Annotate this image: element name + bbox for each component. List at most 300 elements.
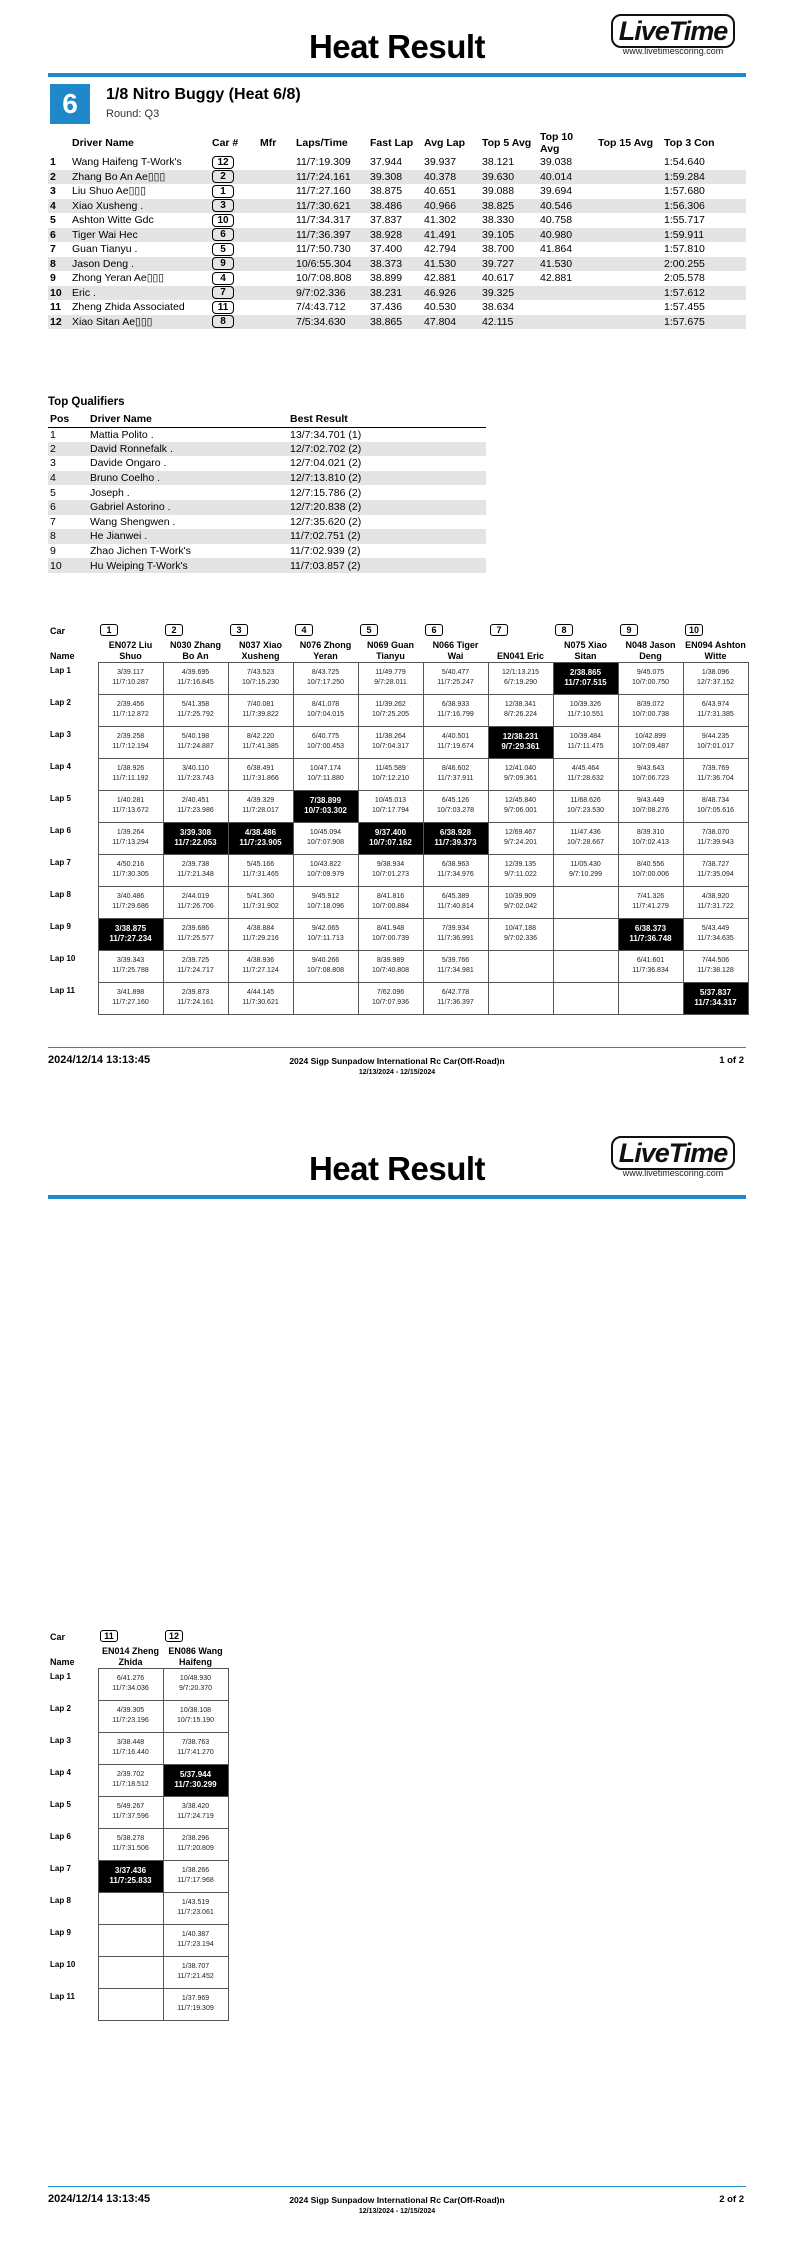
result-top10: 40.014 [538, 170, 596, 185]
lap-cell [98, 694, 163, 726]
lap-cell-empty [553, 918, 618, 950]
results-row [48, 242, 746, 257]
result-top10: 39.694 [540, 185, 573, 198]
qualifier-column-header: Driver Name [88, 411, 288, 427]
result-position: 4 [48, 199, 70, 214]
lap-cell [488, 790, 553, 822]
lap-total-time: 10/7:40.808 [372, 967, 409, 974]
result-avg: 41.302 [424, 214, 457, 227]
lap-cell [683, 726, 748, 758]
result-laps: 11/7:19.309 [296, 156, 351, 169]
qualifier-position: 10 [48, 558, 88, 573]
lap-cell [98, 1764, 163, 1796]
lap-chart-driver-name [553, 636, 618, 662]
result-top5: 39.630 [480, 170, 538, 185]
lap-total-time: 10/7:23.530 [567, 807, 604, 814]
lap-total-time: 11/7:16.440 [112, 1749, 149, 1756]
lap-total-time: 11/7:41.279 [632, 903, 669, 910]
driver-name-line1: N066 Tiger [432, 639, 479, 650]
result-position: 8 [48, 257, 70, 272]
result-driver-name: Zhang Bo An Ae▯▯▯ [70, 170, 210, 185]
lap-cell [423, 822, 488, 854]
lap-total-time: 11/7:34.981 [437, 967, 474, 974]
lap-position-time: 2/38.296 [181, 1835, 210, 1842]
lap-total-time: 11/7:19.674 [437, 743, 474, 750]
lap-cell [163, 1828, 228, 1860]
qualifier-position: 1 [50, 428, 56, 441]
driver-name-line2: Shuo [119, 650, 142, 661]
lap-position-time: 11/45.589 [375, 765, 406, 772]
lap-row [48, 694, 748, 726]
result-fast: 38.875 [370, 185, 403, 198]
lap-cell [228, 726, 293, 758]
lap-position-time: 2/39.686 [181, 925, 210, 932]
lap-chart-car-number [163, 1628, 228, 1642]
lap-cell [423, 886, 488, 918]
lap-chart-driver-name [98, 1642, 163, 1668]
lap-cell [683, 854, 748, 886]
car-number-badge: 1 [212, 185, 234, 198]
lap-position-time: 4/40.501 [441, 733, 470, 740]
lap-position-time: 8/39.072 [636, 701, 665, 708]
result-laps: 11/7:30.621 [294, 199, 368, 214]
lap-position-time: 5/39.766 [441, 957, 470, 964]
result-top10: 42.881 [540, 272, 573, 285]
car-number-badge: 6 [212, 228, 234, 241]
lap-total-time: 9/7:10.299 [568, 871, 603, 878]
result-laps: 9/7:02.336 [294, 286, 368, 301]
lap-position-time: 7/38.763 [181, 1739, 210, 1746]
results-column-header: Driver Name [72, 137, 134, 149]
lap-chart-name-row [48, 1642, 228, 1668]
result-avg: 41.491 [422, 228, 480, 243]
lap-label: Lap 7 [50, 858, 71, 867]
lap-cell [98, 1860, 163, 1892]
lap-total-time: 11/7:19.309 [177, 2005, 214, 2012]
lap-cell [293, 854, 358, 886]
lap-position-time: 10/38.108 [179, 1707, 212, 1714]
lap-cell [163, 1956, 228, 1988]
lap-total-time: 11/7:34.036 [112, 1685, 149, 1692]
result-top5: 38.700 [482, 243, 515, 256]
lap-chart-driver-name [683, 636, 748, 662]
car-number-badge: 5 [212, 243, 234, 256]
result-top5: 38.330 [482, 214, 515, 227]
result-car-number [210, 228, 258, 243]
lap-label: Lap 6 [50, 826, 71, 835]
lap-cell [358, 726, 423, 758]
lap-cell [98, 1828, 163, 1860]
lap-total-time: 10/7:00.738 [632, 711, 669, 718]
lap-total-time: 11/7:24.719 [177, 1813, 214, 1820]
lap-cell [228, 854, 293, 886]
lap-total-time: 11/7:10.551 [567, 711, 604, 718]
lap-position-time: 5/41.360 [246, 893, 275, 900]
lap-total-time: 10/7:18.096 [307, 903, 344, 910]
lap-total-time: 9/7:09.361 [503, 775, 538, 782]
lap-position-time: 5/40.198 [181, 733, 210, 740]
lap-chart-car-number [488, 622, 553, 636]
lap-cell [618, 726, 683, 758]
lap-total-time: 11/7:23.061 [177, 1909, 214, 1916]
lap-label: Lap 8 [50, 890, 71, 899]
result-position: 2 [48, 170, 70, 185]
lap-row [48, 1956, 228, 1988]
lap-total-time: 9/7:20.370 [178, 1685, 213, 1692]
lap-position-time: 11/38.264 [375, 733, 406, 740]
driver-name-line1: EN072 Liu [108, 639, 153, 650]
lap-position-time: 6/42.778 [441, 989, 470, 996]
result-driver-name: Wang Haifeng T-Work's [72, 156, 182, 169]
lap-total-time: 11/7:21.348 [177, 871, 214, 878]
result-fast: 38.231 [368, 286, 422, 301]
qualifier-row [48, 558, 486, 573]
results-column-header: Fast Lap [370, 137, 414, 149]
qualifier-driver-name: Joseph . [90, 486, 130, 499]
lap-cell [423, 854, 488, 886]
result-fast: 38.486 [368, 199, 422, 214]
result-top10: 41.864 [540, 243, 573, 256]
lap-position-time: 8/46.602 [441, 765, 470, 772]
result-top5: 39.105 [480, 228, 538, 243]
result-top3con: 1:57.675 [662, 315, 746, 330]
result-fast: 37.944 [370, 156, 403, 169]
lap-chart-car-number [683, 622, 748, 636]
results-row [48, 228, 746, 243]
lap-position-time: 8/43.725 [311, 669, 340, 676]
lap-cell [423, 918, 488, 950]
result-driver-name: Zheng Zhida Associated [72, 301, 185, 314]
logo-text: LiveTime [611, 14, 736, 48]
lap-total-time: 11/7:23.196 [112, 1717, 149, 1724]
lap-label: Lap 5 [50, 1800, 71, 1809]
lap-position-time: 6/45.389 [441, 893, 470, 900]
lap-cell [423, 694, 488, 726]
qualifier-column-header: Pos [48, 411, 88, 427]
result-laps: 10/7:08.808 [296, 272, 352, 285]
qualifier-position: 4 [48, 471, 88, 486]
qualifier-position: 5 [50, 486, 56, 499]
lap-position-time: 2/38.865 [569, 668, 602, 677]
lap-total-time: 11/7:10.287 [112, 679, 149, 686]
lap-position-time: 2/39.258 [116, 733, 145, 740]
lap-total-time: 10/7:15.230 [242, 679, 279, 686]
result-fast: 38.865 [368, 315, 422, 330]
result-mfr [258, 300, 294, 315]
lap-total-time: 10/7:25.205 [372, 711, 409, 718]
lap-total-time: 9/7:28.011 [374, 679, 407, 686]
page-title: Heat Result [308, 28, 486, 65]
lap-cell-empty [618, 982, 683, 1014]
lap-total-time: 11/7:37.911 [437, 775, 474, 782]
lap-total-time: 11/7:16.799 [437, 711, 474, 718]
lap-position-time: 1/38.266 [181, 1867, 210, 1874]
results-column-header: Top 3 Con [664, 137, 715, 149]
lap-position-time: 5/37.944 [179, 1770, 212, 1779]
lap-cell [358, 694, 423, 726]
lap-chart-name-row [48, 636, 748, 662]
result-laps: 11/7:34.317 [296, 214, 351, 227]
lap-total-time: 11/7:18.512 [112, 1781, 149, 1788]
qualifier-driver-name: Zhao Jichen T-Work's [90, 545, 191, 558]
qualifier-best-result: 12/7:02.702 (2) [288, 442, 486, 457]
result-mfr [258, 257, 294, 272]
lap-total-time: 9/7:02.042 [503, 903, 538, 910]
car-label: Car [50, 1632, 66, 1642]
lap-total-time: 11/7:20.809 [177, 1845, 214, 1852]
lap-position-time: 10/39.326 [569, 701, 602, 708]
lap-cell [98, 1796, 163, 1828]
lap-total-time: 11/7:34.976 [437, 871, 474, 878]
qualifier-driver-name: Gabriel Astorino . [88, 500, 288, 515]
result-fast: 37.837 [370, 214, 403, 227]
lap-total-time: 11/7:34.635 [697, 935, 734, 942]
result-position: 11 [50, 301, 62, 314]
lap-position-time: 6/38.491 [246, 765, 275, 772]
header-rule [48, 1195, 746, 1199]
results-row [48, 213, 746, 228]
lap-row [48, 1668, 228, 1700]
lap-label: Lap 10 [50, 1960, 76, 1969]
lap-position-time: 11/49.779 [375, 669, 406, 676]
result-laps: 11/7:27.160 [296, 185, 351, 198]
result-top5: 39.088 [482, 185, 515, 198]
lap-total-time: 11/7:24.161 [177, 999, 214, 1006]
lap-cell [618, 918, 683, 950]
lap-position-time: 5/45.166 [246, 861, 275, 868]
result-top10: 41.530 [538, 257, 596, 272]
lap-row [48, 758, 748, 790]
car-number-badge: 8 [212, 315, 234, 328]
result-fast: 38.928 [368, 228, 422, 243]
lap-position-time: 12/45.840 [504, 797, 537, 804]
qualifier-best-result: 11/7:02.939 (2) [290, 545, 361, 558]
result-avg: 42.794 [424, 243, 457, 256]
lap-total-time: 11/7:17.968 [177, 1877, 214, 1884]
car-number-badge: 1 [100, 624, 118, 636]
lap-position-time: 11/05.430 [570, 861, 601, 868]
lap-position-time: 3/39.117 [117, 669, 144, 676]
lap-cell [163, 1796, 228, 1828]
lap-cell [423, 662, 488, 694]
qualifier-position: 3 [50, 457, 56, 470]
lap-chart-car-number [618, 622, 683, 636]
lap-total-time: 11/7:39.822 [242, 711, 279, 718]
lap-cell [228, 982, 293, 1014]
result-driver-name: Ashton Witte Gdc [72, 214, 154, 227]
lap-position-time: 11/47.436 [570, 829, 601, 836]
lap-total-time: 11/7:23.905 [239, 838, 282, 847]
result-position: 6 [48, 228, 70, 243]
car-number-badge: 4 [212, 272, 234, 285]
result-top15 [596, 300, 662, 315]
qualifier-position: 6 [48, 500, 88, 515]
lap-cell [163, 1892, 228, 1924]
lap-row [48, 854, 748, 886]
lap-chart-driver-name [618, 636, 683, 662]
qualifier-row [48, 500, 486, 515]
lap-cell [488, 918, 553, 950]
lap-position-time: 2/39.702 [116, 1771, 145, 1778]
lap-position-time: 10/42.899 [634, 733, 667, 740]
lap-chart-table-continued [48, 1628, 229, 2021]
result-mfr [258, 228, 294, 243]
lap-cell [293, 758, 358, 790]
lap-cell [683, 982, 748, 1014]
heat-name: 1/8 Nitro Buggy (Heat 6/8) [106, 86, 301, 103]
lap-cell [293, 662, 358, 694]
lap-total-time: 11/7:25.833 [109, 1876, 152, 1885]
result-top15 [596, 315, 662, 330]
lap-cell-empty [488, 982, 553, 1014]
livetime-logo [603, 1140, 743, 1184]
results-column-header: Avg Lap [424, 137, 466, 149]
lap-position-time: 9/37.400 [374, 828, 407, 837]
lap-cell [163, 1732, 228, 1764]
lap-total-time: 11/7:31.465 [242, 871, 279, 878]
lap-row [48, 1700, 228, 1732]
lap-cell-empty [553, 950, 618, 982]
qualifier-row [48, 485, 486, 500]
lap-chart-header [48, 1628, 228, 1668]
lap-total-time: 10/7:11.880 [307, 775, 344, 782]
lap-total-time: 11/7:37.596 [112, 1813, 149, 1820]
result-mfr [258, 242, 294, 257]
lap-position-time: 6/38.928 [439, 828, 472, 837]
lap-chart-driver-name [423, 636, 488, 662]
lap-total-time: 11/7:31.866 [242, 775, 279, 782]
header-rule [48, 73, 746, 77]
lap-total-time: 10/7:09.979 [307, 871, 344, 878]
lap-position-time: 5/40.477 [441, 669, 470, 676]
qualifier-driver-name: Mattia Polito . [90, 428, 154, 441]
results-column-header: Top 5 Avg [482, 137, 532, 149]
lap-chart-car-number [98, 1628, 163, 1642]
lap-cell [553, 726, 618, 758]
lap-total-time: 11/7:30.299 [174, 1780, 217, 1789]
lap-position-time: 7/41.326 [636, 893, 665, 900]
lap-cell [683, 662, 748, 694]
lap-total-time: 10/7:05.616 [697, 807, 734, 814]
result-top10 [538, 315, 596, 330]
lap-position-time: 5/41.358 [181, 701, 210, 708]
lap-cell-empty [98, 1956, 163, 1988]
lap-cell [163, 918, 228, 950]
lap-chart-car-number [423, 622, 488, 636]
lap-cell [553, 662, 618, 694]
lap-position-time: 7/62.096 [376, 989, 405, 996]
lap-position-time: 1/39.264 [116, 829, 145, 836]
lap-position-time: 7/38.070 [701, 829, 730, 836]
result-top10 [538, 300, 596, 315]
result-mfr [258, 155, 294, 170]
lap-total-time: 11/7:22.053 [174, 838, 217, 847]
lap-cell [618, 886, 683, 918]
result-position: 9 [50, 272, 56, 285]
lap-cell [618, 790, 683, 822]
results-row [48, 271, 746, 286]
lap-position-time: 10/39.484 [569, 733, 602, 740]
lap-position-time: 8/41.948 [376, 925, 405, 932]
name-label: Name [50, 1657, 75, 1667]
results-column-header [48, 131, 70, 155]
driver-name-line2: Yeran [313, 650, 338, 661]
lap-label: Lap 3 [50, 1736, 71, 1745]
lap-total-time: 11/7:41.270 [177, 1749, 214, 1756]
lap-position-time: 9/43.449 [636, 797, 665, 804]
lap-position-time: 3/38.875 [114, 924, 147, 933]
result-avg: 39.937 [424, 156, 457, 169]
lap-row [48, 1860, 228, 1892]
lap-position-time: 7/38.727 [701, 861, 730, 868]
results-row [48, 257, 746, 272]
result-top5: 39.325 [480, 286, 538, 301]
lap-label: Lap 6 [50, 1832, 71, 1841]
result-car-number [210, 300, 258, 315]
lap-cell [98, 918, 163, 950]
car-number-badge: 2 [212, 170, 234, 183]
result-top15 [596, 199, 662, 214]
lap-label: Lap 9 [50, 1928, 71, 1937]
lap-cell [98, 726, 163, 758]
lap-cell [163, 1764, 228, 1796]
lap-total-time: 10/7:08.808 [307, 967, 344, 974]
lap-total-time: 10/7:00.006 [632, 871, 669, 878]
lap-total-time: 9/7:06.001 [503, 807, 538, 814]
car-number-badge: 9 [212, 257, 234, 270]
qualifier-position: 7 [50, 515, 56, 528]
lap-position-time: 10/39.909 [504, 893, 537, 900]
lap-cell [163, 1988, 228, 2020]
qualifier-column-header: Best Result [288, 411, 486, 427]
qualifier-driver-name: Bruno Coelho . [88, 471, 288, 486]
result-top15 [596, 228, 662, 243]
lap-total-time: 11/7:12.872 [112, 711, 149, 718]
lap-cell-empty [553, 982, 618, 1014]
lap-cell [163, 1860, 228, 1892]
lap-total-time: 6/7:19.290 [503, 679, 538, 686]
lap-position-time: 3/37.436 [114, 1866, 147, 1875]
lap-position-time: 4/39.695 [181, 669, 210, 676]
lap-cell [683, 918, 748, 950]
result-driver-name: Xiao Sitan Ae▯▯▯ [70, 315, 210, 330]
lap-row [48, 1732, 228, 1764]
results-table [48, 131, 746, 329]
lap-position-time: 3/41.898 [116, 989, 145, 996]
logo-url: www.livetimescoring.com [622, 46, 724, 56]
lap-total-time: 11/7:07.515 [564, 678, 607, 687]
result-car-number [210, 213, 258, 228]
lap-position-time: 2/39.873 [181, 989, 210, 996]
qualifier-row [48, 515, 486, 530]
lap-position-time: 2/44.019 [181, 893, 210, 900]
lap-cell [163, 854, 228, 886]
lap-cell [358, 758, 423, 790]
lap-cell [358, 790, 423, 822]
lap-position-time: 1/40.281 [116, 797, 145, 804]
result-laps: 7/5:34.630 [294, 315, 368, 330]
result-top3con: 1:57.810 [664, 243, 705, 256]
lap-position-time: 10/45.094 [309, 829, 342, 836]
car-number-badge: 10 [212, 214, 234, 227]
lap-total-time: 10/7:00.884 [372, 903, 409, 910]
driver-name-line1: EN086 Wang [168, 1645, 223, 1656]
lap-total-time: 10/7:00.750 [632, 679, 669, 686]
qualifier-best-result: 12/7:15.786 (2) [290, 486, 362, 499]
car-number-badge: 10 [685, 624, 703, 636]
lap-chart-car-row [48, 622, 748, 636]
lap-cell [358, 886, 423, 918]
